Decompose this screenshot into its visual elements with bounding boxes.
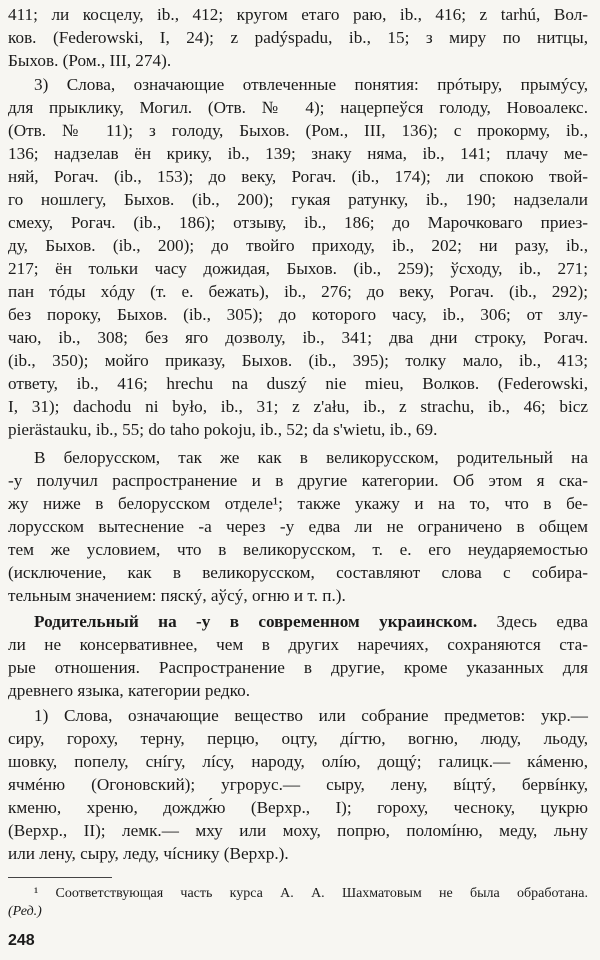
page-number: 248 (8, 932, 35, 949)
text-line: рые отношения. Распространение в другие, кроме указанных для (8, 658, 588, 677)
text-line: кменю, хреню, дождж́ю (Верхр., I); гороху, чесноку, цукрю (8, 798, 588, 817)
text-line: -у получил распространение и в другие категории. Об этом я ска- (8, 471, 588, 490)
text-line: тельным значением: пяскý, аўсý, огню и т. п.). (8, 586, 346, 605)
text-line: В белорусском, так же как в великорусском, родительный на (34, 448, 588, 467)
text-line: (Верхр., II); лемк.— мху или моху, попрю, поломíню, меду, льну (8, 821, 588, 840)
text-line: 411; ли косцелу, ib., 412; кругом етаго раю, ib., 416; z tarhú, Вол- (8, 5, 588, 24)
text-line: няй, Рогач. (ib., 153); до веку, Рогач. (ib., 174); ли спокою твой- (8, 167, 588, 186)
text-line: шовку, попелу, снíгу, лíсу, народу, олíю, дощý; галицк.— кáменю, (8, 752, 588, 771)
text-line: жу ниже в белорусском отделе¹; также укажу и на то, что в бе- (8, 494, 588, 513)
text-line: тем же условием, что в великорусском, т. е. его неударяемостью (8, 540, 588, 559)
text-line: сиру, гороху, терну, перцю, оцту, дíгтю, вогню, люду, льоду, (8, 729, 588, 748)
text-line: 3) Слова, означающие отвлеченные понятия: прóтыру, прымýсу, (34, 75, 588, 94)
text-line: ли не консервативнее, чем в других наречиях, сохраняются ста- (8, 635, 588, 654)
text-line: ду, Быхов. (ib., 200); до твойго приходу, ib., 202; ни разу, ib., (8, 236, 588, 255)
text-line: для прыклику, Могил. (Отв. № 4); нацерпеўся голоду, Новоалекс. (8, 98, 588, 117)
text-line: чаю, ib., 308; без яго дозволу, ib., 341; два дни строку, Рогач. (8, 328, 588, 347)
text-line: без пороку, Быхов. (ib., 305); до которого часу, ib., 306; от злу- (8, 305, 588, 324)
text-line: 1) Слова, означающие вещество или собрание предметов: укр.— (34, 706, 588, 725)
text-line: ячмéню (Огоновский); угрорус.— сыру, лену, вíцтý, бервíнку, (8, 775, 588, 794)
text-line: го ношлегу, Быхов. (ib., 200); гукая ратунку, ib., 190; надзелали (8, 190, 588, 209)
text-line: ков. (Federowski, I, 24); z padýspadu, ib., 15; з миру по нитцы, (8, 28, 588, 47)
text-line: (исключение, как в великорусском, составляют слова с собира- (8, 563, 588, 582)
text-line: 217; ён тольки часу дожидая, Быхов. (ib., 259); ўсходу, ib., 271; (8, 259, 588, 278)
section-heading: Родительный на -у в современном украинском. (34, 612, 478, 631)
text-line: I, 31); dachodu ni było, ib., 31; z z'ału, ib., z strachu, ib., 46; bicz (8, 397, 588, 416)
footnote-text: ¹ Соответствующая часть курса А. А. Шахматовым не была обработана. (34, 886, 588, 901)
text-line: древнего языка, категории редко. (8, 681, 250, 700)
text-line: (Отв. № 11); з голоду, Быхов. (Ром., III, 136); с прокорму, ib., (8, 121, 588, 140)
text-fragment: Здесь едва (496, 612, 588, 631)
section-heading-line (8, 610, 588, 633)
text-line: Быхов. (Ром., III, 274). (8, 51, 172, 70)
text-line: или лену, сыру, леду, чíснику (Верхр.). (8, 844, 289, 863)
text-line: 136; надзелав ён крику, ib., 139; знаку няма, ib., 141; плачу ме- (8, 144, 588, 163)
text-line: лорусском вытеснение -а через -у едва ли не ограничено в общем (8, 517, 588, 536)
text-line: пан тóды хóду (т. е. бежать), ib., 276; до веку, Рогач. (ib., 292); (8, 282, 588, 301)
text-line: ответу, ib., 416; hrechu na duszý nie mieu, Волков. (Federowski, (8, 374, 588, 393)
text-line: смеху, Рогач. (ib., 186); отзыву, ib., 186; до Марочковаго приез- (8, 213, 588, 232)
footnote-text: (Ред.) (8, 904, 42, 919)
text-line: (ib., 350); мойго приказу, Быхов. (ib., 395); толку мало, ib., 413; (8, 351, 588, 370)
text-line: pierästauku, ib., 55; do taho pokoju, ib., 52; da s'wietu, ib., 69. (8, 420, 438, 439)
footnote-divider (8, 877, 112, 878)
